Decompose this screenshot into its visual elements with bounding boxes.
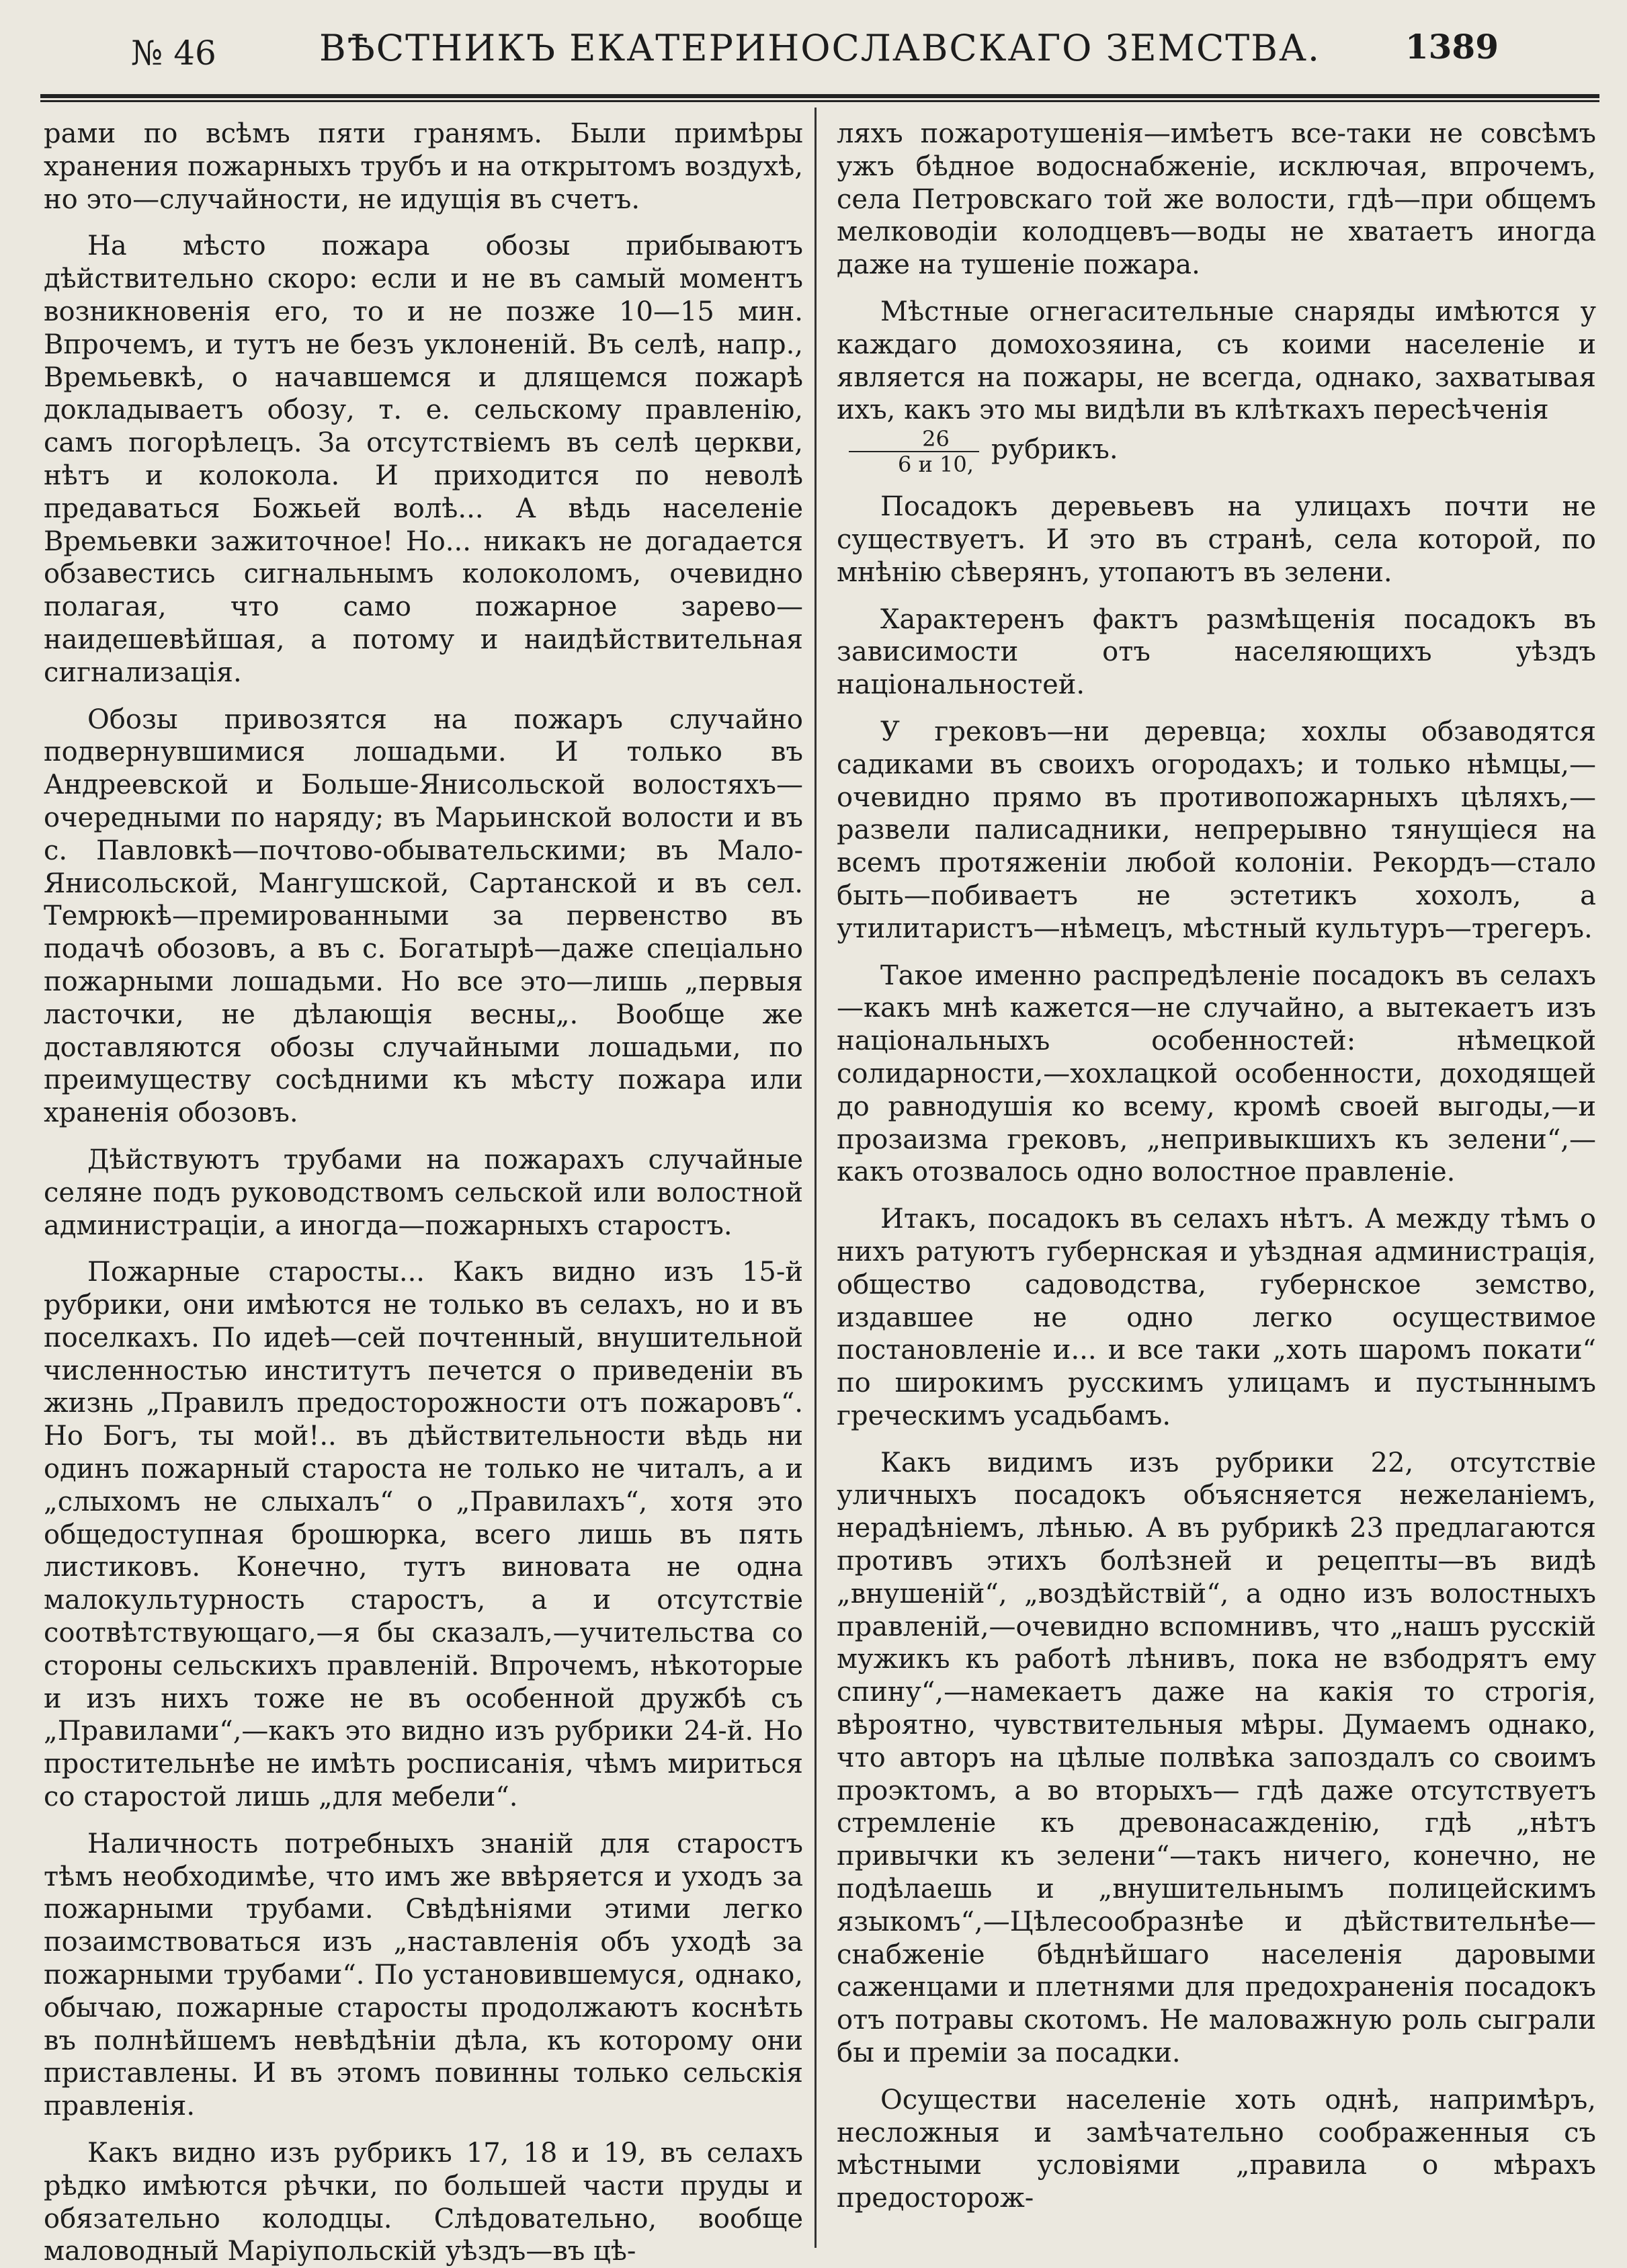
paragraph: Посадокъ деревьевъ на улицахъ почти не существуетъ. И это въ странѣ, села которой, по мнѣнію сѣверянъ, утопаютъ въ зелени. bbox=[837, 491, 1596, 588]
paragraph: На мѣсто пожара обозы прибываютъ дѣйствительно скоро: если и не въ самый моментъ возникновенія его, то и не позже 10—15 мин. Впрочемъ, и тутъ не безъ уклоненій. Въ селѣ, напр., Времьевкѣ, о начавшемся и длящемся пожарѣ докладываетъ обозу, т. е. сельскому правленію, самъ погорѣлецъ. За отсутствіемъ въ селѣ церкви, нѣтъ и колокола. И приходится по неволѣ предаваться Божьей волѣ... А вѣдь населеніе Времьевки зажиточное! Но... никакъ не догадается обзавестись сигнальнымъ колоколомъ, очевидно полагая, что само пожарное зарево—наидешевѣйшая, а потому и наидѣйствительная сигнализація. bbox=[44, 230, 803, 688]
issue-number: № 46 bbox=[131, 34, 216, 73]
fraction-trailing-text: рубрикъ. bbox=[991, 434, 1118, 466]
column-divider bbox=[815, 108, 817, 2248]
paragraph: Пожарные старосты... Какъ видно изъ 15-й рубрики, они имѣются не только въ селахъ, но и въ поселкахъ. По идеѣ—сей почтенный, внушительной численностью институтъ печется о приведеніи въ жизнь „Правилъ предосторожности отъ пожаровъ“. Но Богъ, ты мой!.. въ дѣйствительности вѣдь ни одинъ пожарный староста не только не читалъ, а и „слыхомъ не слыхалъ“ о „Правилахъ“, хотя это общедоступная брошюрка, всего лишь въ пять листиковъ. Конечно, тутъ виновата не одна малокультурность старостъ, а и отсутствіе соотвѣтствующаго,—я бы сказалъ,—учительства со стороны сельскихъ правленій. Впрочемъ, нѣкоторые и изъ нихъ тоже не въ особенной дружбѣ съ „Правилами“,—какъ это видно изъ рубрики 24-й. Но простительнѣе не имѣть росписанія, чѣмъ мириться со старостой лишь „для мебели“. bbox=[44, 1257, 803, 1813]
paragraph: Дѣйствуютъ трубами на пожарахъ случайные селяне подъ руководствомъ сельской или волостной администраціи, а иногда—пожарныхъ старостъ. bbox=[44, 1144, 803, 1241]
fraction-numerator: 26 bbox=[849, 427, 979, 452]
paragraph-text: Мѣстные огнегасительные снаряды имѣются у каждаго домохозяина, съ коими населеніе и является на пожары, не всегда, однако, захватывая ихъ, какъ это мы видѣли въ клѣткахъ пересѣченія bbox=[837, 296, 1596, 426]
paragraph: Характеренъ фактъ размѣщенія посадокъ въ зависимости отъ населяющихъ уѣздъ національностей. bbox=[837, 603, 1596, 701]
paragraph: Наличность потребныхъ знаній для старостъ тѣмъ необходимѣе, что имъ же ввѣряется и уходъ за пожарными трубами. Свѣдѣніями этими легко позаимствоваться изъ „наставленія объ уходѣ за пожарными трубами“. По установившемуся, однако, обычаю, пожарные старосты продолжаютъ коснѣть въ полнѣйшемъ невѣдѣніи дѣла, къ которому они приставлены. И въ этомъ повинны только сельскія правленія. bbox=[44, 1828, 803, 2122]
paragraph: Итакъ, посадокъ въ селахъ нѣтъ. А между тѣмъ о нихъ ратуютъ губернская и уѣздная администрація, общество садоводства, губернское земство, издавшее не одно легко осуществимое постановленіе и... и все таки „хоть шаромъ покати“ по широкимъ русскимъ улицамъ и пустыннымъ греческимъ усадьбамъ. bbox=[837, 1204, 1596, 1431]
page-header bbox=[40, 20, 1599, 91]
paragraph: ляхъ пожаротушенія—имѣетъ все-таки не совсѣмъ ужъ бѣдное водоснабженіе, исключая, впрочемъ, села Петровскаго той же волости, гдѣ—при общемъ мелководіи колодцевъ—воды не хватаетъ иногда даже на тушеніе пожара. bbox=[837, 118, 1596, 281]
paragraph: Какъ видимъ изъ рубрики 22, отсутствіе уличныхъ посадокъ объясняется нежеланіемъ, нерадѣніемъ, лѣнью. А въ рубрикѣ 23 предлагаются противъ этихъ болѣзней и рецепты—въ видѣ „внушеній“, „воздѣйствій“, а одно изъ волостныхъ правленій,—очевидно вспомнивъ, что „нашъ русскій мужикъ къ работѣ лѣнивъ, пока не взбодрятъ ему спину“,—намекаетъ даже на какія то строгія, вѣроятно, чувствительныя мѣры. Думаемъ однако, что авторъ на цѣлые полвѣка запоздалъ со своимъ проэктомъ, а во вторыхъ— гдѣ даже отсутствуетъ стремленіе къ древонасажденію, гдѣ „нѣтъ привычки къ зелени“—такъ ничего, конечно, не подѣлаешь и „внушительнымъ полицейскимъ языкомъ“,—Цѣлесообразнѣе и дѣйствительнѣе—снабженіе бѣднѣйшаго населенія даровыми саженцами и плетнями для предохраненія посадокъ отъ потравы скотомъ. Не маловажную роль сыграли бы и преміи за посадки. bbox=[837, 1447, 1596, 2069]
paragraph-with-fraction bbox=[837, 296, 1596, 476]
header-rule bbox=[40, 94, 1599, 102]
fraction-denominator: 6 и 10, bbox=[898, 452, 974, 478]
journal-title: ВѢСТНИКЪ ЕКАТЕРИНОСЛАВСКАГО ЗЕМСТВА. bbox=[319, 27, 1321, 69]
left-column bbox=[44, 118, 803, 2268]
paragraph: Осуществи населеніе хоть однѣ, напримѣръ, несложныя и замѣчательно соображенныя съ мѣстными условіями „правила о мѣрахъ предосторож- bbox=[837, 2084, 1596, 2214]
paragraph: рами по всѣмъ пяти гранямъ. Были примѣры хранения пожарныхъ трубъ и на открытомъ воздухѣ, но это—случайности, не идущія въ счетъ. bbox=[44, 118, 803, 215]
paragraph: Такое именно распредѣленіе посадокъ въ селахъ—какъ мнѣ кажется—не случайно, а вытекаетъ изъ національныхъ особенностей: нѣмецкой солидарности,—хохлацкой особенности, доходящей до равнодушія ко всему, кромѣ своей выгоды,—и прозаизма грековъ, „непривыкшихъ къ зелени“,—какъ отозвалось одно волостное правленіе. bbox=[837, 960, 1596, 1188]
right-column bbox=[837, 118, 1596, 2215]
fraction bbox=[849, 427, 979, 476]
paragraph: Обозы привозятся на пожаръ случайно подвернувшимися лошадьми. И только въ Андреевской и Больше-Янисольской волостяхъ—очередными по наряду; въ Марьинской волости и въ с. Павловкѣ—почтово-обывательскими; въ Мало-Янисольской, Мангушской, Сартанской и въ сел. Темрюкѣ—премированными за первенство въ подачѣ обозовъ, а въ с. Богатырѣ—даже спеціально пожарными лошадьми. Но все это—лишь „первыя ласточки, не дѣлающія весны„. Вообще же доставляются обозы случайными лошадьми, по преимуществу сосѣдними къ мѣсту пожара или храненія обозовъ. bbox=[44, 704, 803, 1129]
paragraph: Какъ видно изъ рубрикъ 17, 18 и 19, въ селахъ рѣдко имѣются рѣчки, по большей части пруды и обязательно колодцы. Слѣдовательно, вообще маловодный Маріупольскій уѣздъ—въ цѣ- bbox=[44, 2138, 803, 2267]
paragraph: У грековъ—ни деревца; хохлы обзаводятся садиками въ своихъ огородахъ; и только нѣмцы,—очевидно прямо въ противопожарныхъ цѣляхъ,—развели палисадники, непрерывно тянущіеся на всемъ протяженіи любой колоніи. Рекордъ—стало быть—побиваетъ не эстетикъ хохолъ, а утилитаристъ—нѣмецъ, мѣстный культуръ—трегеръ. bbox=[837, 716, 1596, 944]
page-number: 1389 bbox=[1405, 27, 1499, 67]
